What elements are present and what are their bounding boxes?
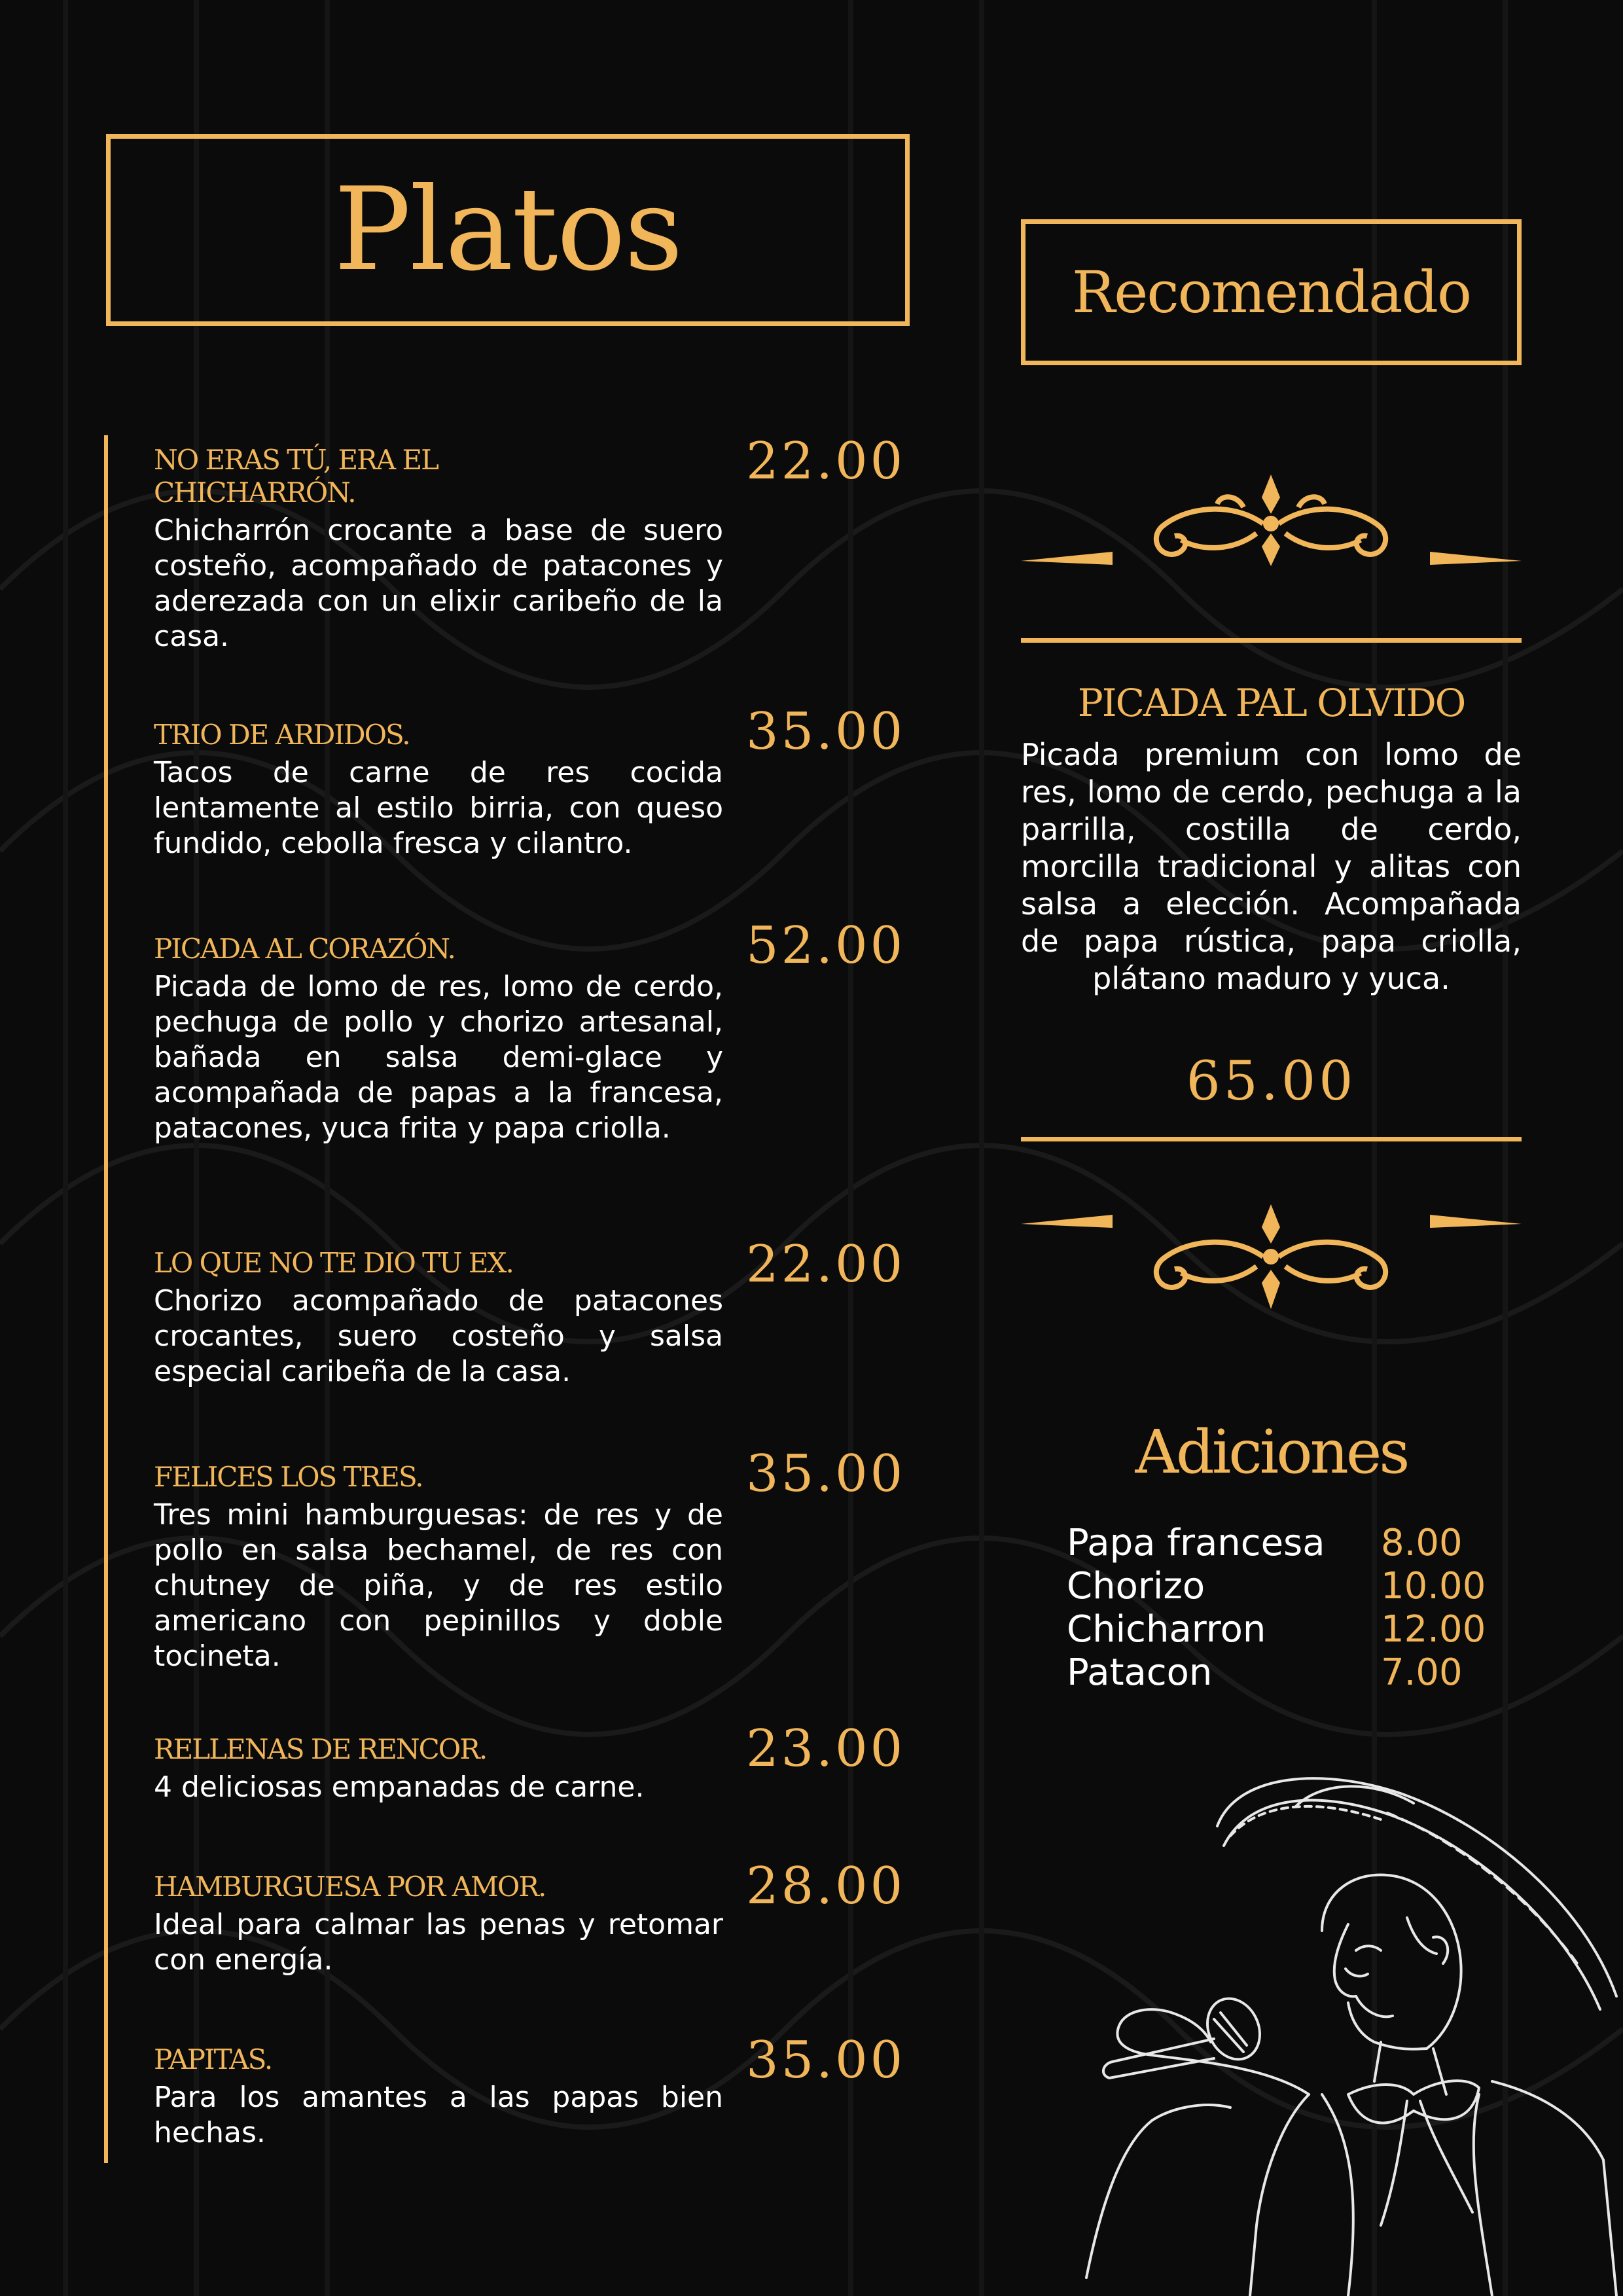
addition-name: Papa francesa — [1067, 1522, 1325, 1564]
ornament-divider-icon — [1021, 1198, 1522, 1316]
dish-item — [154, 1461, 723, 1674]
addition-item — [1067, 1608, 1525, 1651]
dish-name: NO ERAS TÚ, ERA EL CHICHARRÓN. — [154, 444, 438, 509]
dish-item — [154, 719, 723, 861]
recommended-dish-description: Picada premium con lomo de res, lomo de cerdo, pechuga a la parrilla, costilla de cerdo, morcilla tradicional y alitas con salsa a elección. Acompañada de papa rústica, papa criolla, plátano maduro y yuca. — [1021, 737, 1522, 996]
dish-price: 35.00 — [746, 1444, 906, 1503]
dish-name: LO QUE NO TE DIO TU EX. — [154, 1247, 513, 1279]
left-accent-rule — [104, 435, 108, 2163]
dish-item — [154, 444, 723, 655]
dish-description: Para los amantes a las papas bien hechas. — [154, 2081, 723, 2149]
addition-name: Chorizo — [1067, 1565, 1205, 1607]
recommended-dish-price: 65.00 — [1186, 1050, 1357, 1113]
platos-title-box — [106, 134, 910, 326]
addition-name: Patacon — [1067, 1651, 1213, 1694]
ornament-divider-icon — [1021, 468, 1522, 586]
dish-name: TRIO DE ARDIDOS. — [154, 719, 410, 751]
dish-item — [154, 1733, 723, 1805]
dish-name: RELLENAS DE RENCOR. — [154, 1733, 487, 1765]
platos-title: Platos — [334, 164, 682, 296]
dish-price: 52.00 — [746, 916, 906, 975]
dish-item — [154, 2043, 723, 2151]
dish-price: 23.00 — [746, 1719, 906, 1778]
addition-item — [1067, 1651, 1525, 1695]
addition-item — [1067, 1522, 1525, 1565]
dish-price: 35.00 — [746, 2031, 906, 2090]
dish-price: 22.00 — [746, 1235, 906, 1294]
addition-price: 7.00 — [1381, 1651, 1463, 1694]
dish-price: 22.00 — [746, 432, 906, 491]
recomendado-bottom-line — [1021, 1137, 1522, 1141]
dish-description: Tacos de carne de res cocida lentamente al estilo birria, con queso fundido, cebolla fresca y cilantro. — [154, 756, 723, 860]
dish-item — [154, 1871, 723, 1978]
addition-price: 12.00 — [1381, 1608, 1486, 1651]
dish-description: Ideal para calmar las penas y retomar con energía. — [154, 1908, 723, 1977]
dish-item — [154, 933, 723, 1146]
dish-name: FELICES LOS TRES. — [154, 1461, 423, 1493]
dish-name: PAPITAS. — [154, 2043, 272, 2075]
dish-description: Tres mini hamburguesas: de res y de pollo en salsa bechamel, de res con chutney de piña, y de res estilo americano con pepinillos y doble tocineta. — [154, 1498, 723, 1673]
dish-item — [154, 1247, 723, 1390]
addition-price: 8.00 — [1381, 1522, 1463, 1564]
addition-price: 10.00 — [1381, 1565, 1486, 1607]
addition-item — [1067, 1565, 1525, 1608]
recomendado-title: Recomendado — [1072, 259, 1471, 326]
dish-description: Chorizo acompañado de patacones crocantes, suero costeño y salsa especial caribeña de la casa. — [154, 1284, 723, 1388]
adiciones-title: Adiciones — [1135, 1417, 1408, 1487]
dish-description: Chicharrón crocante a base de suero costeño, acompañado de patacones y aderezada con un elixir caribeño de la casa. — [154, 514, 723, 653]
dish-description: 4 deliciosas empanadas de carne. — [154, 1770, 645, 1804]
addition-name: Chicharron — [1067, 1608, 1266, 1651]
recommended-dish-name: PICADA PAL OLVIDO — [1077, 681, 1465, 725]
recomendado-title-box — [1021, 219, 1522, 365]
dish-description: Picada de lomo de res, lomo de cerdo, pechuga de pollo y chorizo artesanal, bañada en salsa demi-glace y acompañada de papas a la francesa, patacones, yuca frita y papa criolla. — [154, 970, 723, 1145]
dish-name: HAMBURGUESA POR AMOR. — [154, 1871, 546, 1903]
dish-name: PICADA AL CORAZÓN. — [154, 933, 455, 965]
mariachi-singer-illustration — [955, 1754, 1623, 2296]
recomendado-top-line — [1021, 638, 1522, 643]
dish-price: 28.00 — [746, 1857, 906, 1916]
dish-price: 35.00 — [746, 702, 906, 761]
